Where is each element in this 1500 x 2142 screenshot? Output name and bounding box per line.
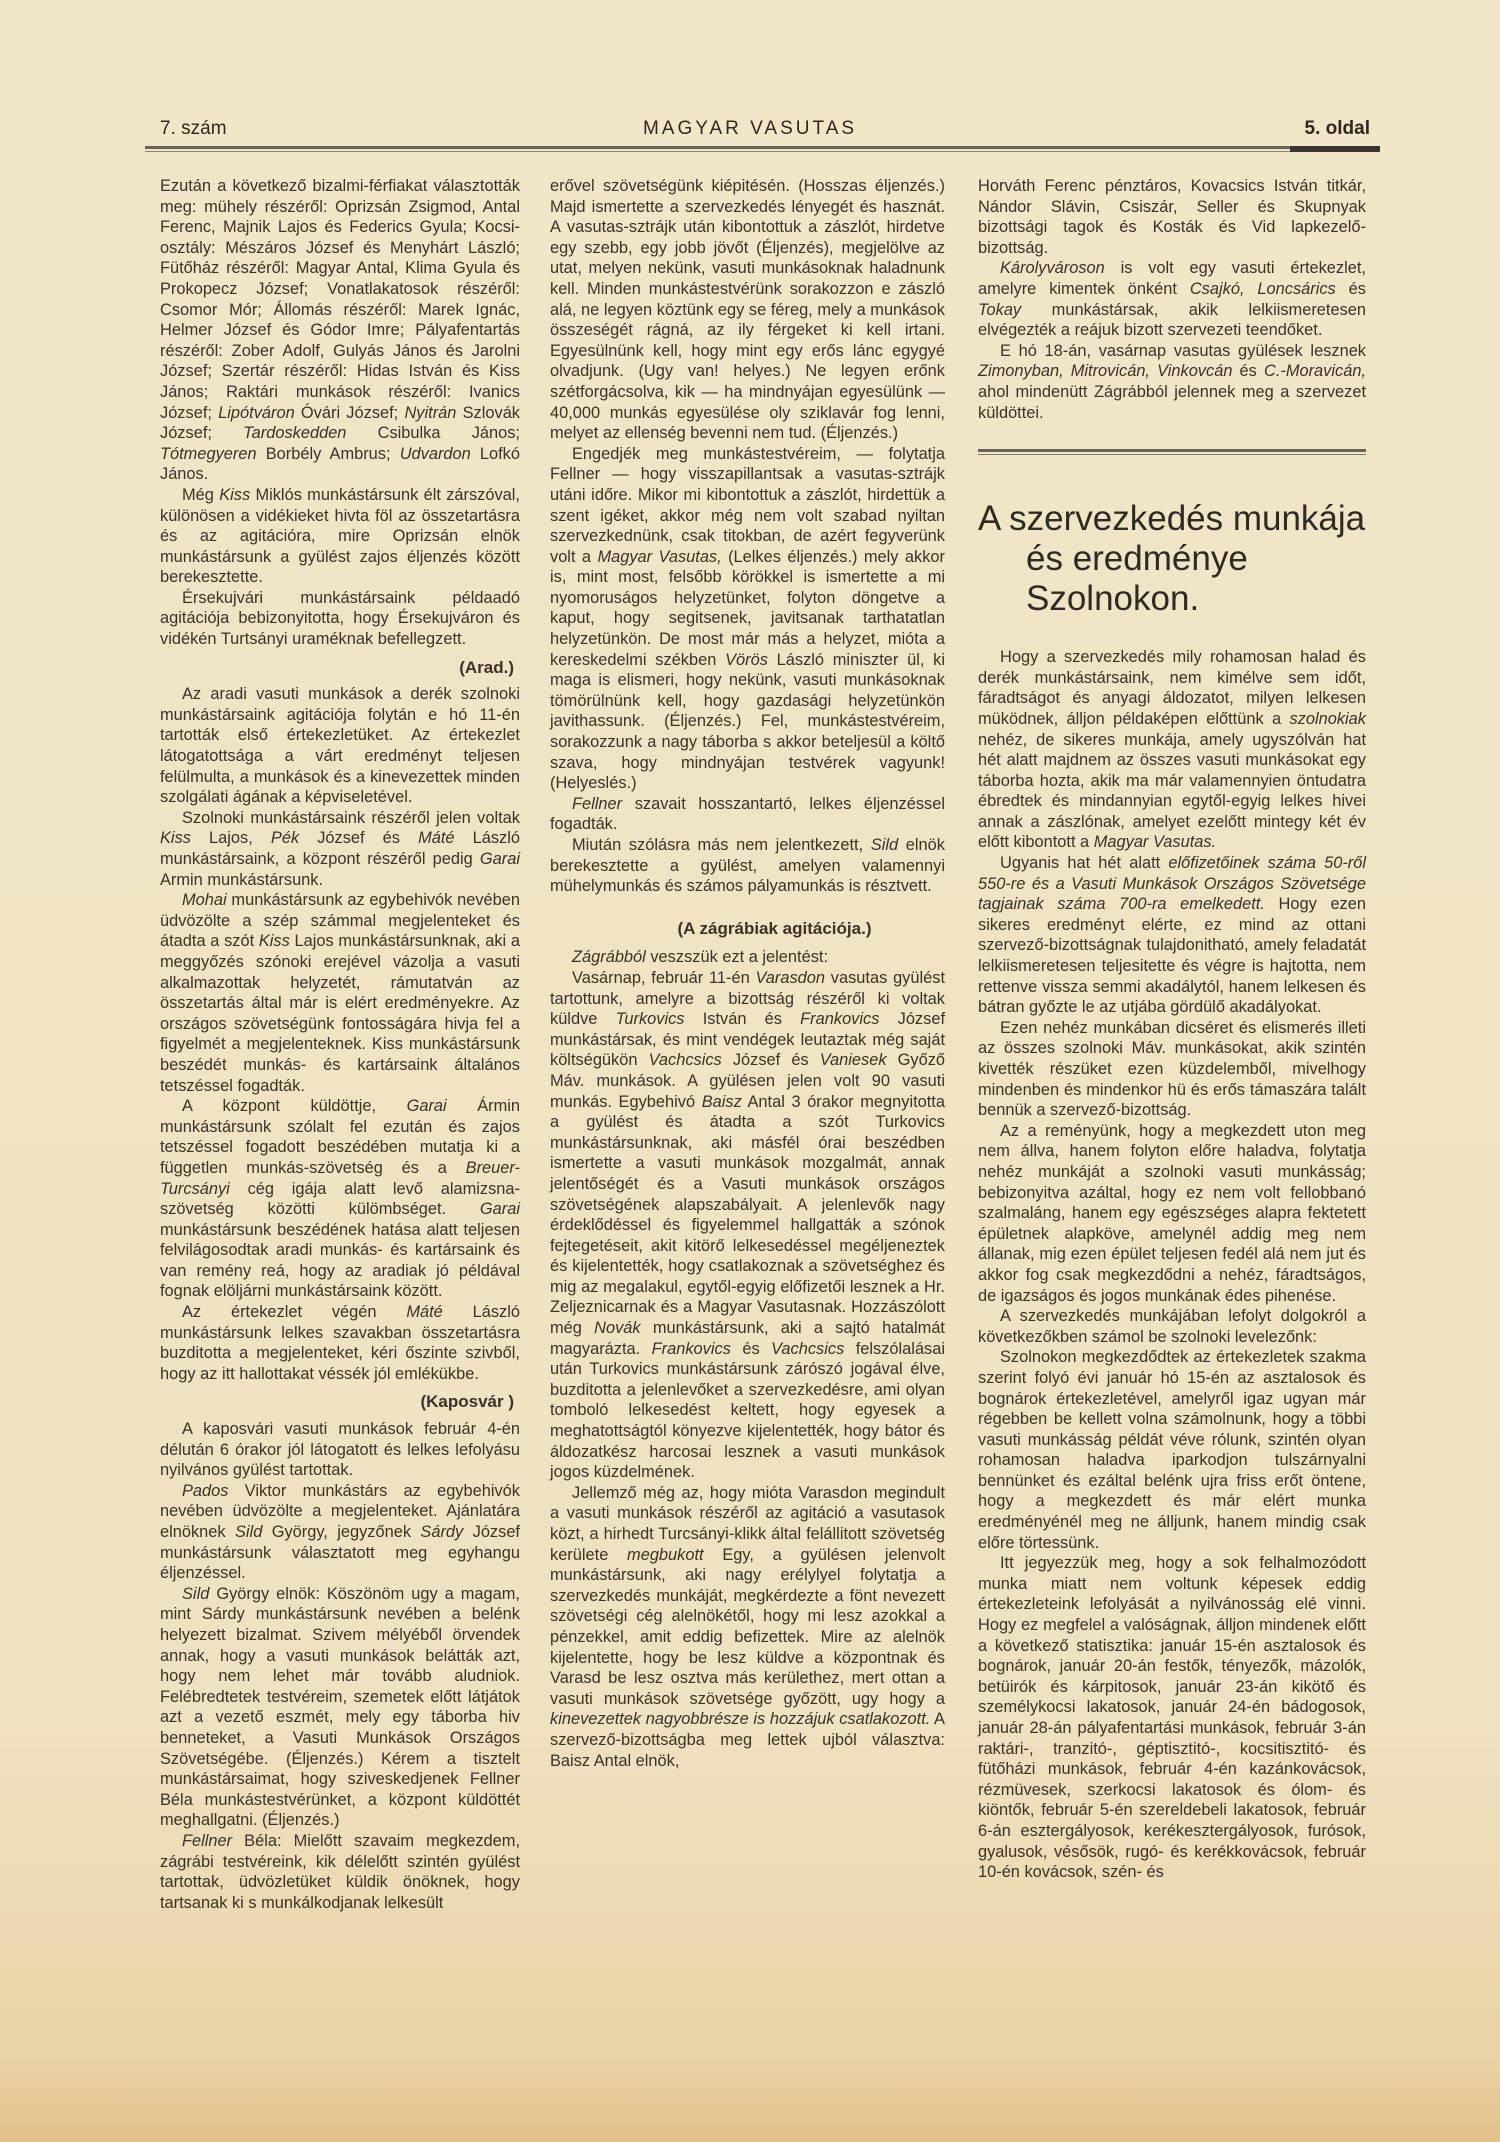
emphasized-name: Kiss [219,485,251,504]
article-paragraph [550,444,945,794]
paragraph-text: A szervezkedés munkájában lefolyt dolgokról a következőkben számol be szolnoki levelezőnk: [978,1307,1366,1346]
emphasized-name: Vörös [725,650,768,669]
paragraph-text: József és [299,829,419,848]
emphasized-name: Tardoskedden [243,424,347,443]
article-paragraph [978,1553,1366,1883]
paragraph-text: László miniszter ül, ki maga is elismeri, hogy nekünk, vasuti munkásoknak tömörülnünk kell, hogy gazdasági helyzetünkön javithassunk. (Éljenzés.) Fel, munkástestvéreim, sorakozzunk a nagy táborba s akkor beteljesül a költő szava, hogy mindnyájan testvérek vagyunk! (Helyeslés.) [550,650,945,793]
article-title [978,499,1366,619]
paragraph-text: Hogy ezen sikeres eredményt elérte, ez mind az ottani szervező-bizottságnak tulajdonitható, amely feladatát lelkiismeretesen teljesitette és végre is hajtotta, nem rettenve vissza semmi akadálytól, hanem lelkesen és bátran győzte le az utjába gördülő akadályokat. [978,895,1366,1017]
paragraph-text: György elnök: Köszönöm ugy a magam, mint Sárdy munkástársunk nevében a belénk helyezett bizalmat. Szivem mélyéből örvendek annak, hogy a vasuti munkások belátták azt, hogy nem lehet már tovább aludniok. Felébredtetek testvéreim, szemetek előtt látjátok azt a vezető eszmét, mely egy táborba hiv benneteket, a Vasuti Munkások Országos Szövetségébe. (Éljenzés.) Kérem a tisztelt munkástársaimat, hogy sziveskedjenek Fellner Béla munkástestvérünket, a központ küldöttét meghallgatni. (Éljenzés.) [160,1584,520,1830]
emphasized-name: Magyar Vasutas. [1093,833,1217,852]
emphasized-name: C.-Moravicán, [1263,362,1366,381]
article-paragraph [978,1018,1366,1121]
paragraph-text: Ármin munkástársunk szólalt fel ezután és zajos tetszéssel fogadott beszédében mutatja ki a független munkás-szövetség és a [160,1097,521,1177]
paragraph-text: Az a reményünk, hogy a megkezdett uton meg nem állva, hanem folyton előre haladva, folytatja nehéz munkáját a szolnoki vasuti munkásság; bebizonyitva azáltal, hogy ez nem volt fellobbanó szalmaláng, hanem egy egészséges alapra fektetett épületnek alapköve, amelynél addig meg nem állanak, mig ezen épület teljesen fedél alá nem jut és akkor fog csak megkezdődni a nehéz, fáradtságos, de igazságos és jogos munkának édes pihenése. [978,1121,1366,1305]
paragraph-text: Az aradi vasuti munkások a derék szolnoki munkástársaink agitációja folytán e hó 11-én tartották első értekezletüket. Az értekezlet látogatottsága a várt eredményt teljesen felülmulta, a munkások és a kinevezettek minden szolgálati ágának a képviseletével. [160,685,520,807]
article-paragraph [160,485,520,588]
article-paragraph [550,176,945,444]
paragraph-text: Győző Máv. munkások. A gyülésen jelen volt 90 vasuti munkás. Egybehivó [550,1051,946,1111]
emphasized-name: Breuer-Turcsányi [160,1158,520,1198]
paragraph-text: és [730,1339,772,1358]
paragraph-text: A kaposvári vasuti munkások február 4-én délután 6 órakor jól látogatott és lelkes lefolyásu nyilvános gyülést tartottak. [160,1420,520,1480]
emphasized-name: Kiss [258,932,290,951]
header-rule [145,146,1380,149]
column-middle [550,176,945,1771]
paragraph-text: Ugyanis hat hét alatt [1000,854,1169,873]
emphasized-name: Károlyvároson [1000,259,1105,278]
header-rule-thin [145,151,1380,152]
paragraph-text: Horváth Ferenc pénztáros, Kovacsics István titkár, Nándor Slávin, Csiszár, Seller és Skupnyak bizottsági tagok és Kosták és Vid lapkezelő-bizottság. [978,177,1366,257]
paragraph-text: Szlovák József; [160,403,521,443]
article-paragraph [978,647,1366,853]
section-divider [978,449,1366,455]
emphasized-name: Garai [479,850,520,868]
article-paragraph [160,808,520,890]
emphasized-name: Lipótváron [218,403,295,422]
article-paragraph [978,341,1366,423]
article-title-line: A szervezkedés munkája [978,499,1366,539]
paragraph-text: Lajos, [190,829,271,848]
article-paragraph [978,853,1366,1018]
paragraph-text: Jellemző még az, hogy mióta Varasdon megindult a vasuti munkások részéről az agitáció a vasutasok közt, a hirhedt Turcsányi-klikk által felállitott szövetség kerülete [550,1483,945,1564]
paragraph-text: is volt egy vasuti értekezlet, amelyre kimentek önként [978,259,1366,298]
paragraph-text: György, jegyzőnek [262,1523,421,1541]
paragraph-text: nehéz, de sikeres munkája, amely ugyszólván hat hét alatt majdnem az összes vasuti munkásokat egy táborba hozta, akik ma már valamennyien öntudatra ébredtek és mindannyian egytől-egyig lelkes hivei annak a zászlónak, amelyet ezelőtt mintegy két év előtt kibontott a [978,730,1366,852]
paragraph-text: cég igája alatt levő alamizsna-szövetség közötti külömbséget. [160,1179,520,1219]
emphasized-name: Sild [234,1523,263,1541]
article-paragraph [550,1483,945,1771]
emphasized-name: Tótmegyeren [160,444,257,463]
article-paragraph [160,1419,520,1481]
paragraph-text: A szervező-bizottságba meg lettek ujból választva: Baisz Antal elnök, [550,1710,945,1770]
emphasized-name: Vaniesek [819,1051,887,1070]
emphasized-name: Máté [406,1303,443,1322]
emphasized-name: Turkovics [615,1010,685,1029]
paragraph-text: József munkástársak, és mint vendégek leutaztak még saját költségükön [550,1010,945,1070]
paragraph-text: és [1232,362,1264,381]
paragraph-text: munkástársunk beszédének hatása alatt teljesen felvilágosodtak aradi munkás- és kartársaink és van remény reá, hogy az aradiak jó példával fognak elöljárni munkástársaink között. [160,1220,520,1301]
paragraph-text: munkástársunk, aki a sajtó hatalmát magyarázta. [550,1319,945,1358]
emphasized-name: Sárdy [420,1523,464,1541]
emphasized-name: Magyar Vasutas, [597,547,722,566]
paragraph-text: és [1335,279,1366,298]
paragraph-text: Vasárnap, február 11-én [572,968,756,987]
emphasized-name: Sild [870,836,899,854]
emphasized-name: előfizetőinek száma 50-ről 550-re és a Vasuti Munkások Országos Szövetsége tagjainak száma 700-ra emelkedett. [978,854,1366,914]
emphasized-name: Vachcsics [771,1339,845,1358]
emphasized-name: Frankovics [800,1010,880,1029]
paragraph-text: elnök berekesztette a gyülést, amelyen valamennyi mühelymunkás és számos pályamunkás is résztvett. [550,836,945,896]
paragraph-text: veszszük ezt a jelentést: [645,948,829,967]
paragraph-text: József és [721,1051,820,1070]
paragraph-text: Óvári József; [294,403,405,422]
paragraph-text: A központ küldöttje, [182,1097,407,1116]
emphasized-name: Pados [182,1481,229,1500]
paragraph-text: József munkástársunk választatott meg egyhangu éljenzéssel. [160,1523,520,1583]
article-paragraph [978,1306,1366,1347]
paragraph-text: Miután szólásra más nem jelentkezett, [572,836,871,854]
page-number: 5. oldal [1304,118,1370,139]
paragraph-text: E hó 18-án, vasárnap vasutas gyülések lesznek [1000,341,1366,360]
article-paragraph [160,588,520,650]
emphasized-name: Fellner [182,1831,233,1850]
article-paragraph [978,1347,1366,1553]
paragraph-text: Az értekezlet végén [182,1303,407,1322]
emphasized-name: Csajkó, Loncsárics [1189,279,1336,298]
paragraph-text: Borbély Ambrus; [256,444,400,463]
paragraph-text: László munkástársaink, a központ részéről pedig [160,829,520,868]
article-paragraph [550,794,945,835]
emphasized-name: Garai [406,1097,447,1116]
paragraph-text: Csibulka János; [346,424,520,443]
paragraph-text: Lofkó János. [160,444,520,484]
section-heading: (Arad.) [459,657,514,677]
article-paragraph [160,1584,520,1831]
paragraph-text: István és [684,1010,801,1029]
paragraph-text: Lajos munkástársunknak, aki a meggyőzés szónoki erejével vázolja a vasuti alkalmazottak helyzetét, rámutatván az összetartás által már is elért eredményekre. Az országos szövetségünk fontosságára hivja fel a figyelmét a megjelenteknek. Kiss munkástársunk beszédét munkás- és kartársaink általános tetszéssel fogadták. [160,932,520,1095]
emphasized-name: Fellner [572,794,623,813]
article-paragraph [550,947,945,968]
article-paragraph [160,1481,520,1584]
article-paragraph [550,968,945,1483]
emphasized-name: megbukott [627,1545,704,1564]
emphasized-name: Tokay [978,300,1022,319]
paragraph-text: (Lelkes éljenzés.) mely akkor is, mint most, felsőbb körökkel is ismertette a mi nyomoruságos helyzetünket, folyton döngetve a kaput, hogy segitsenek, javitsanak tarthatatlan helyzetünkön. De most már más a helyzet, mióta a kereskedelmi székben [550,547,945,669]
section-heading: (Kaposvár ) [420,1392,514,1412]
emphasized-name: Novák [594,1319,641,1338]
paragraph-text: Szolnokon megkezdődtek az értekezletek szakma szerint folyó évi január hó 15-én az asztalosok és bognárok értekezletével, amelyről igaz ugyan már régebben be kellett volna számolnunk, hogy a többi vasuti munkásság példát véve rólunk, szintén olyan rohamosan haladva iparkodjon tulszárnyalni bennünket és ezáltal belénk ujra friss erőt öntene, hogy a megkezdett és már elért munka eredményénél meg ne álljunk, hanem mindig csak előre törtessünk. [978,1348,1366,1552]
paragraph-text: Szolnoki munkástársaink részéről jelen voltak [182,808,520,827]
paragraph-text: Armin munkástársunk. [160,870,324,889]
emphasized-name: Zimonyban, Mitrovicán, Vinkovcán [978,362,1233,381]
paragraph-text: Itt jegyezzük meg, hogy a sok felhalmozódott munka miatt nem voltunk képesek eddig értekezleteink lefolyását a nyilvánosság elé vinni. Hogy ez megfelel a valóságnak, álljon mindenek előtt a következő statisztika: január 15-én asztalosok és bognárok, január 20-án festők, tényezők, mázolók, betüirók és kárpitosok, január 23-án kikötő és személykocsi lakatosok, január 24-én bádogosok, január 28-án pályafentartási munkások, február 3-án raktári-, tranzitó-, géptisztitó-, kocsitisztitó- és fütőházi munkások, február 4-én kazánkovácsok, rézmüvesek, szerkocsi lakatosok és ólom- és kiöntők, február 5-én szereldebeli lakatosok, február 6-án esztergályosok, kerékesztergályosok, furósok, gyalusok, vésősök, rugó- és kerékkovácsok, február 10-én kovácsok, szén- és [978,1554,1366,1882]
paragraph-text: Ezután a következő bizalmi-férfiakat választották meg: mühely részéről: Oprizsán Zsigmod, Antal Ferenc, Majnik Lajos és Federics Gyula; Kocsi-osztály: Mészáros József és Menyhárt László; Fütőház részéről: Magyar Antal, Klima Gyula és Prokopecz József; Vonatlakatosok részéről: Csomor Mór; Állomás részéről: Marek Ignác, Helmer József és Gódor Imre; Pályafentartás részéről: Zober Adolf, Gulyás János és Jarolni József; Szertár részéről: Hidas István és Kiss János; Raktári munkások részéről: Ivanics József; [160,177,520,422]
article-paragraph [160,176,520,485]
article-paragraph [550,835,945,897]
paragraph-text: ahol mindenütt Zágrábból jelennek meg a szervezet küldöttei. [978,382,1366,422]
paragraph-text: felszólalásai után Turkovics munkástársunk zárószó jogával élve, buzditotta a jelenlevőket a szervezkedésre, ami olyan tomboló lelkesedést keltett, hogy egyesek a meghatottságtól könyezve kijelentették, hogy bátor és áldozatkész harcosai lesznek a vasuti munkások jogos küzdelmének. [550,1339,946,1482]
paragraph-text: Ezen nehéz munkában dicséret és elismerés illeti az összes szolnoki Máv. munkásokat, akik szintén kivették részüket ezen küzdelemből, mivelhogy mindenben és mindenkor hü és erős támaszára talált bennük a szervező-bizottság. [978,1018,1366,1120]
emphasized-name: Garai [479,1200,520,1219]
issue-number: 7. szám [160,118,227,139]
paragraph-text: munkástársunk az egybehivók nevében üdvözölte a szép számmal megjelenteket és átadta a szót [160,891,520,951]
paragraph-text: szavait hosszantartó, lelkes éljenzéssel fogadták. [550,794,945,834]
paragraph-text: Egy, a gyülésen jelenvolt munkástársunk, aki nagy erélylyel folytatja a szervezkedés munkáját, megkérdezte a fönt nevezett szövetségi cég alelnökétől, hogy mi lesz azokkal a pénzekkel, amit eddig befizettek. Mire az alelnök kijelentette, hogy be lesz küldve a központnak és Varasd be lesz osztva más kerülethez, mert ottan a vasuti munkások szövetsége győzött, ugy hogy a [550,1545,945,1708]
emphasized-name: Varasdon [755,968,826,987]
paragraph-text: Antal 3 órakor megnyitotta a gyülést és átadta a szót Turkovics munkástársunknak, aki másfél órai beszédben ismertette a vasuti munkások mozgalmát, annak jelentőségét és a Vasuti munkások országos szövetségének alapszabályait. A jelenlevők nagy érdeklődéssel és figyelemmel hallgatták a szónok fejtegetéseit, akit kitörő lelkesedéssel megéljeneztek és kijelentették, hogy csatlakoznak a szövetséghez és mig az megalakul, egytől-egyig előfizetői lesznek a Hr. Zeljeznicarnak és a Magyar Vasutasnak. Hozzászólott még [550,1092,945,1338]
section-heading: (A zágrábiak agitációja.) [677,918,872,938]
article-paragraph [160,890,520,1096]
paragraph-text: vasutas gyülést tartottunk, amelyre a bizottság részéről ki voltak küldve [550,968,945,1029]
masthead: MAGYAR VASUTAS [642,118,858,139]
article-paragraph [160,1096,520,1302]
paragraph-text: Még [182,485,220,504]
header-rule-accent [1290,146,1380,152]
article-paragraph [978,176,1366,258]
article-paragraph [160,684,520,808]
emphasized-name: Baisz [701,1092,742,1111]
emphasized-name: Frankovics [651,1339,731,1358]
article-paragraph [160,1302,520,1384]
article-paragraph [160,1831,520,1913]
emphasized-name: kinevezettek nagyobbrésze is hozzájuk csatlakozott. [550,1710,931,1729]
paragraph-text: erővel szövetségünk kiépitésén. (Hosszas éljenzés.) Majd ismertette a szervezkedés lényegét és hasznát. A vasutas-sztrájk után kibontottuk a zászlót, hirdetve egy szebb, egy jobb jövőt (Éljenzés), megjelölve az utat, melyen nekünk, vasuti munkásoknak haladnunk kell. Minden munkástestvérünk sorakozzon e zászló alá, ne legyen köztünk egy se féreg, mely a munkások összeségét rágná, az ily férgeket ki kell irtani. Egyesülnünk kell, hogy mint egy erős lánc egygyé olvadjunk. (Ugy van! helyes.) Ne legyen erőnk szétforgácsolva, kik — ha mindnyájan egyesülünk — 40,000 munkás egyesülése oly sziklavár fog lenni, melyet az ellenség bevenni nem tud. (Éljenzés.) [550,177,945,443]
emphasized-name: Kiss [160,829,191,848]
paragraph-text: Érsekujvári munkástársaink példaadó agitációja bebizonyitotta, hogy Érsekujváron és vidékén Turtsányi uraméknak befellegzett. [160,588,520,649]
emphasized-name: Sild [182,1584,210,1603]
emphasized-name: Máté [418,829,455,848]
emphasized-name: Udvardon [399,444,471,463]
paragraph-text: Hogy a szervezkedés mily rohamosan halad és derék munkástársaink, nem kimélve sem időt, fáradtságot és anyagi áldozatot, milyen lelkesen müködnek, álljon példaképen előttünk a [978,648,1366,728]
column-right [978,176,1366,1883]
emphasized-name: Pék [270,829,300,848]
paragraph-text: László munkástársunk lelkes szavakban összetartásra buzditotta a megjelenteket, kéri őszinte szivből, hogy az itt hallottakat véssék jól emlékükbe. [160,1303,521,1383]
paragraph-text: Miklós munkástársunk élt zárszóval, különösen a vidékieket hivta föl az összetartásra és az agitációra, mire Oprizsán elnök munkástársunk a gyülést zajos éljenzés között berekesztette. [160,485,520,587]
paragraph-text: Viktor munkástárs az egybehivók nevében üdvözölte a megjelenteket. Ajánlatára elnöknek [160,1481,520,1541]
article-title-line: és eredménye Szolnokon. [1026,539,1248,619]
emphasized-name: Vachcsics [648,1051,722,1070]
emphasized-name: Zágrábból [572,948,646,967]
emphasized-name: szolnokiak [1289,709,1366,728]
article-paragraph [978,1121,1366,1306]
article-paragraph [978,258,1366,340]
emphasized-name: Mohai [182,891,227,910]
paragraph-text: munkástársak, akik lelkiismeretesen elvégezték a reájuk bizott szervezeti teendőket. [978,300,1366,340]
column-left [160,176,520,1913]
paragraph-text: Béla: Mielőtt szavaim megkezdem, zágrábi testvéreink, kik délelőtt szintén gyülést tartottak, üdvözletüket küldik önöknek, hogy tartsanak ki s munkálkodjanak lelkesült [160,1831,520,1912]
paragraph-text: Engedjék meg munkástestvéreim, — folytatja Fellner — hogy visszapillantsak a vasutas-sztrájk utáni időre. Mikor mi kibontottuk a zászlót, hirdettük a szent igéket, akkor még nem volt szabad nyiltan szervezkednünk, csak titokban, de azért fegyverünk volt a [550,444,945,566]
emphasized-name: Nyitrán [404,403,457,422]
